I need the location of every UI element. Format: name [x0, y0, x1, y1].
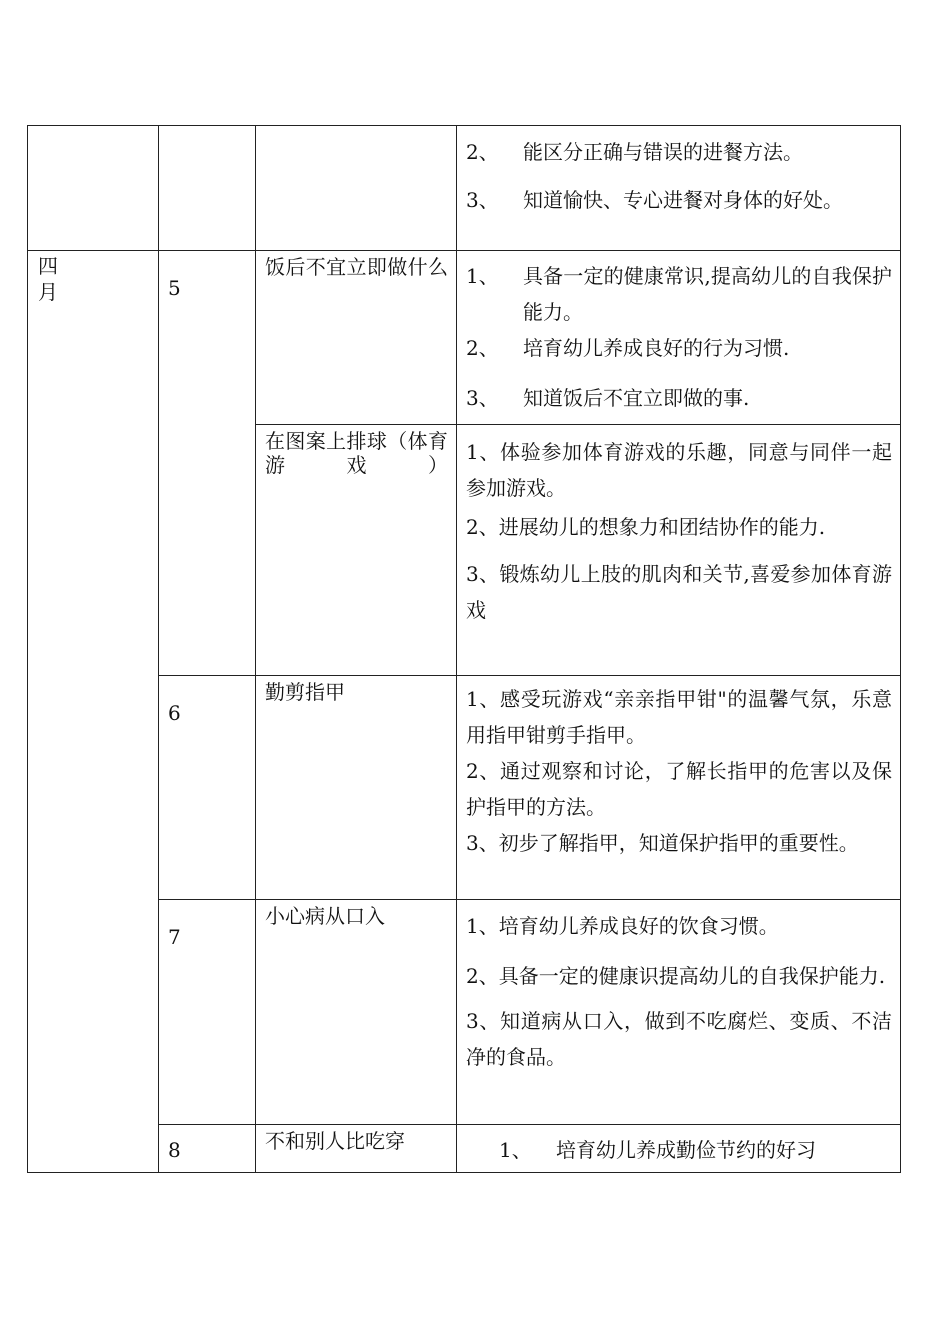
- goals-cell: [457, 676, 901, 900]
- goal-item: 2、具备一定的健康识提高幼儿的自我保护能力.: [466, 964, 886, 988]
- lesson-number: 7: [159, 900, 256, 1125]
- table-row: [28, 1125, 901, 1173]
- goal-item: 1、体验参加体育游戏的乐趣，同意与同伴一起参加游戏。: [466, 440, 892, 500]
- goal-item: 2、通过观察和讨论，了解长指甲的危害以及保护指甲的方法。: [466, 759, 892, 819]
- topic-cell: 不和别人比吃穿: [256, 1125, 457, 1173]
- lesson-number: 6: [159, 676, 256, 900]
- goals-cell: [457, 1125, 901, 1173]
- goal-item: 1、感受玩游戏“亲亲指甲钳"的温馨气氛，乐意用指甲钳剪手指甲。: [466, 687, 892, 747]
- table-row: [28, 676, 901, 900]
- goal-item: 2、 能区分正确与错误的进餐方法。: [466, 140, 803, 164]
- month-cell: 四月: [28, 251, 159, 1173]
- goal-item: 1、培育幼儿养成良好的饮食习惯。: [466, 914, 779, 938]
- topic-cell: 小心病从口入: [256, 900, 457, 1125]
- goal-item: 3、 知道饭后不宜立即做的事.: [466, 386, 750, 410]
- goal-item: 3、锻炼幼儿上肢的肌肉和关节,喜爱参加体育游戏: [466, 562, 892, 622]
- goal-item: 1、 培育幼儿养成勤俭节约的好习: [499, 1138, 816, 1162]
- goal-item: 2、 培育幼儿养成良好的行为习惯.: [466, 336, 790, 360]
- goal-item: 3、知道病从口入，做到不吃腐烂、变质、不洁净的食品。: [466, 1009, 892, 1069]
- topic-cell: 饭后不宜立即做什么: [256, 251, 457, 425]
- health-curriculum-table: [27, 125, 901, 1173]
- goal-item: 1、 具备一定的健康常识,提高幼儿的自我保护能力。: [466, 264, 892, 324]
- lesson-number: 8: [159, 1125, 256, 1173]
- table-row: [28, 900, 901, 1125]
- goals-cell: [457, 251, 901, 425]
- goals-cell: [457, 126, 901, 251]
- goal-item: 2、进展幼儿的想象力和团结协作的能力.: [466, 515, 826, 539]
- goal-item: 3、 知道愉快、专心进餐对身体的好处。: [466, 188, 843, 212]
- topic-cell: 勤剪指甲: [256, 676, 457, 900]
- table-row: [28, 126, 901, 251]
- month-cell: [28, 126, 159, 251]
- goals-cell: [457, 425, 901, 676]
- lesson-number: 5: [159, 251, 256, 676]
- topic-cell: [256, 126, 457, 251]
- goals-cell: [457, 900, 901, 1125]
- goal-item: 3、初步了解指甲，知道保护指甲的重要性。: [466, 831, 859, 855]
- lesson-cell: [159, 126, 256, 251]
- topic-cell: 在图案上排球（体育游戏）: [256, 425, 457, 676]
- table-row: [28, 251, 901, 425]
